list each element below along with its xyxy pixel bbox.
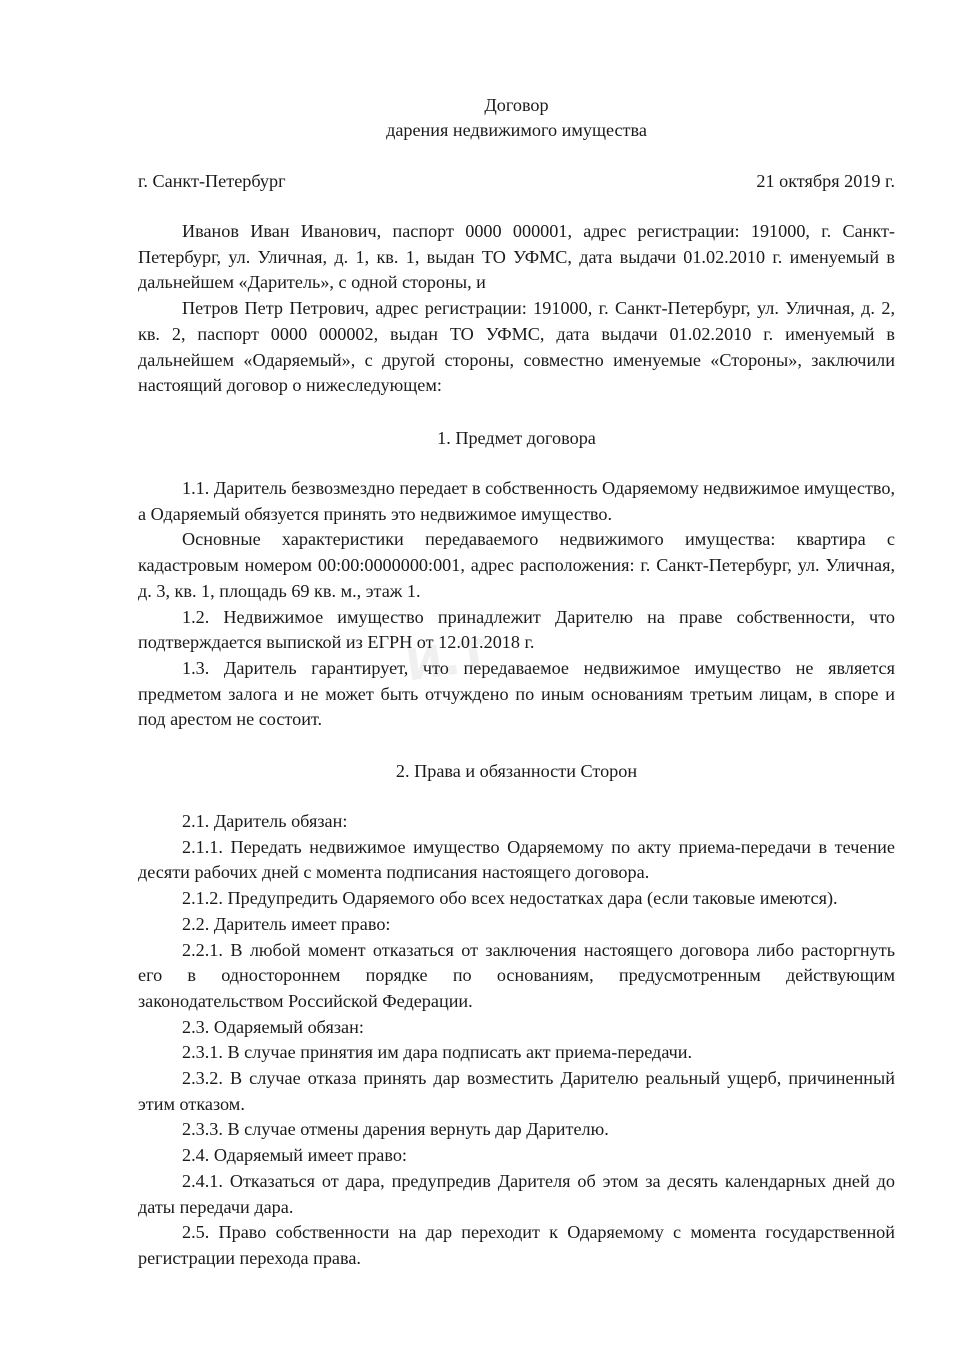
clause-2-5: 2.5. Право собственности на дар переходит к Одаряемому с момента государственной регистрации перехода права. (138, 1222, 895, 1268)
contract-place: г. Санкт-Петербург (138, 171, 286, 191)
clause-2-2: 2.2. Даритель имеет право: (182, 913, 391, 934)
clause-2-3-3: 2.3.3. В случае отмены дарения вернуть дар Дарителю. (182, 1119, 609, 1140)
party-donor: Иванов Иван Иванович, паспорт 0000 000001, адрес регистрации: 191000, г. Санкт-Петербург, ул. Уличная, д. 1, кв. 1, выдан ТО УФМС, дата выдачи 01.02.2010 г. именуемый в дальнейшем «Даритель», с одной стороны, и (138, 221, 895, 293)
clause-1-3: 1.3. Даритель гарантирует, что передаваемое недвижимое имущество не является предметом залога и не может быть отчуждено по иным основаниям третьим лицам, в споре и под арестом не состоит. (138, 657, 895, 730)
clause-2-4: 2.4. Одаряемый имеет право: (182, 1145, 407, 1166)
section-2-body (138, 809, 895, 1272)
clause-2-2-1: 2.2.1. В любой момент отказаться от заключения настоящего договора либо расторгнуть его в одностороннем порядке по основаниям, предусмотренным действующим законодательством Российской Федерации. (138, 939, 895, 1011)
section-2-heading: 2. Права и обязанности Сторон (395, 761, 638, 781)
section-1-body (138, 476, 895, 733)
watermark: и.т (400, 615, 493, 694)
clause-2-4-1: 2.4.1. Отказаться от дара, предупредив Дарителя об этом за десять календарных дней до даты передачи дара. (138, 1170, 895, 1217)
section-1-heading: 1. Предмет договора (437, 428, 596, 448)
clause-1-1: 1.1. Даритель безвозмездно передает в собственность Одаряемому недвижимое имущество, а Одаряемый обязуется принять это недвижимое имущество. (138, 478, 895, 524)
clause-2-1-1: 2.1.1. Передать недвижимое имущество Одаряемому по акту приема-передачи в течение десяти рабочих дней с момента подписания настоящего договора. (138, 836, 895, 883)
clause-2-3-2: 2.3.2. В случае отказа принять дар возместить Дарителю реальный ущерб, причиненный этим отказом. (138, 1068, 895, 1114)
clause-2-1-2: 2.1.2. Предупредить Одаряемого обо всех недостатках дара (если таковые имеются). (182, 888, 838, 909)
clause-2-1: 2.1. Даритель обязан: (182, 811, 348, 831)
document-title: Договор (484, 95, 549, 115)
clause-2-3-1: 2.3.1. В случае принятия им дара подписать акт приема-передачи. (182, 1042, 693, 1063)
clause-2-3: 2.3. Одаряемый обязан: (182, 1016, 364, 1037)
party-donee: Петров Петр Петрович, адрес регистрации: 191000, г. Санкт-Петербург, ул. Уличная, д. 2, кв. 2, паспорт 0000 000002, выдан ТО УФМС, дата выдачи 01.02.2010 г. именуемый в дальнейшем «Одаряемый», с другой стороны, совместно именуемые «Стороны», заключили настоящий договор о нижеследующем: (138, 298, 895, 396)
property-characteristics: Основные характеристики передаваемого недвижимого имущества: квартира с кадастровым номером 00:00:0000000:001, адрес расположения: г. Санкт-Петербург, ул. Уличная, д. 3, кв. 1, площадь 69 кв. м., этаж 1. (138, 529, 895, 601)
parties-block (138, 219, 895, 399)
document-subtitle: дарения недвижимого имущества (386, 120, 647, 140)
clause-1-2: 1.2. Недвижимое имущество принадлежит Дарителю на праве собственности, что подтверждается выпиской из ЕГРН от 12.01.2018 г. (138, 606, 895, 653)
contract-date: 21 октября 2019 г. (756, 171, 895, 191)
